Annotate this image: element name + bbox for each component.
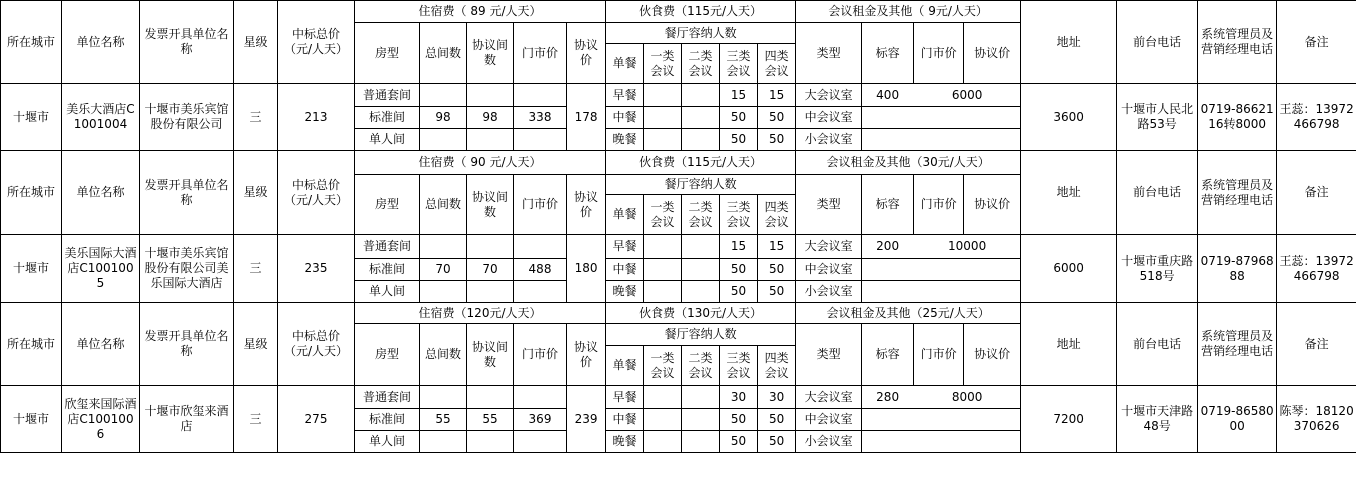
class3-capacity-cell: 50	[720, 281, 758, 303]
room-type-cell: 单人间	[355, 431, 420, 453]
class4-capacity-cell: 50	[758, 259, 796, 281]
class4-capacity-cell: 50	[758, 409, 796, 431]
class2-capacity-cell	[682, 107, 720, 129]
city-cell: 十堰市	[1, 235, 62, 303]
header-restaurant-capacity: 餐厅容纳人数	[606, 324, 796, 346]
total-rooms-cell	[420, 281, 467, 303]
class3-capacity-cell: 15	[720, 235, 758, 259]
header-remark: 备注	[1277, 303, 1356, 386]
star-cell: 三	[234, 84, 278, 151]
header-meeting-type: 类型	[796, 324, 862, 386]
total-rooms-cell: 98	[420, 107, 467, 129]
agreed-rooms-cell: 55	[467, 409, 514, 431]
front-phone-cell: 0719-8662116转8000	[1198, 84, 1277, 151]
header-restaurant-capacity: 餐厅容纳人数	[606, 23, 796, 44]
header-star: 星级	[234, 1, 278, 84]
agreed-rooms-cell	[467, 84, 514, 107]
agreed-rooms-cell	[467, 129, 514, 151]
header-bid-total: 中标总价（元/人天）	[278, 303, 355, 386]
meeting-type-cell: 小会议室	[796, 431, 862, 453]
class3-capacity-cell: 50	[720, 259, 758, 281]
class4-capacity-cell: 50	[758, 281, 796, 303]
header-unit-name: 单位名称	[62, 151, 140, 235]
agreed-rooms-cell: 98	[467, 107, 514, 129]
header-agreed-price: 协议价	[567, 175, 606, 235]
agreed-rooms-cell	[467, 431, 514, 453]
meal-name-cell: 早餐	[606, 386, 644, 409]
header-meeting-rack: 门市价	[914, 175, 964, 235]
header-room-type: 房型	[355, 23, 420, 84]
table-row	[1, 151, 1356, 175]
rack-price-cell: 369	[514, 409, 567, 431]
table-row	[1, 386, 1356, 409]
meeting-capacity-cell: 400	[862, 84, 914, 107]
bid-total-cell: 235	[278, 235, 355, 303]
header-star: 星级	[234, 303, 278, 386]
meeting-type-cell: 小会议室	[796, 129, 862, 151]
class3-capacity-cell: 50	[720, 107, 758, 129]
room-type-cell: 单人间	[355, 281, 420, 303]
room-type-cell: 标准间	[355, 107, 420, 129]
header-front-phone: 前台电话	[1117, 1, 1198, 84]
meeting-capacity-cell: 280	[862, 386, 914, 409]
total-rooms-cell	[420, 235, 467, 259]
header-capacity: 标容	[862, 324, 914, 386]
meal-name-cell: 中餐	[606, 259, 644, 281]
bid-total-cell: 213	[278, 84, 355, 151]
header-manager-phone: 系统管理员及营销经理电话	[1198, 1, 1277, 84]
room-agreed-price-cell: 239	[567, 386, 606, 453]
table-row	[1, 1, 1356, 23]
class2-capacity-cell	[682, 386, 720, 409]
class2-capacity-cell	[682, 235, 720, 259]
header-restaurant-capacity: 餐厅容纳人数	[606, 175, 796, 195]
class2-capacity-cell	[682, 84, 720, 107]
header-meeting-agreed: 协议价	[964, 324, 1021, 386]
header-unit-name: 单位名称	[62, 1, 140, 84]
total-rooms-cell: 70	[420, 259, 467, 281]
meeting-type-cell: 中会议室	[796, 409, 862, 431]
unit-name-cell: 欣玺来国际酒店C1001006	[62, 386, 140, 453]
total-rooms-cell	[420, 84, 467, 107]
meeting-type-cell: 大会议室	[796, 235, 862, 259]
room-type-cell: 标准间	[355, 259, 420, 281]
header-address: 地址	[1021, 151, 1117, 235]
rack-price-cell	[514, 431, 567, 453]
meeting-title: 会议租金及其他（30元/人天）	[796, 151, 1021, 175]
meeting-capacity-cell	[862, 409, 914, 431]
star-cell: 三	[234, 235, 278, 303]
meeting-agreed-price-cell: 3600	[1021, 84, 1117, 151]
header-class1: 一类会议	[644, 346, 682, 386]
meeting-rack-cell: 8000	[914, 386, 1021, 409]
class2-capacity-cell	[682, 409, 720, 431]
meeting-type-cell: 大会议室	[796, 386, 862, 409]
unit-name-cell: 美乐大酒店C1001004	[62, 84, 140, 151]
class3-capacity-cell: 30	[720, 386, 758, 409]
header-unit-name: 单位名称	[62, 303, 140, 386]
header-agreed-price: 协议价	[567, 324, 606, 386]
front-phone-cell: 0719-8658000	[1198, 386, 1277, 453]
class1-capacity-cell	[644, 129, 682, 151]
invoice-unit-cell: 十堰市欣玺来酒店	[140, 386, 234, 453]
class1-capacity-cell	[644, 107, 682, 129]
header-agreed-rooms: 协议间数	[467, 23, 514, 84]
header-city: 所在城市	[1, 303, 62, 386]
agreed-rooms-cell	[467, 281, 514, 303]
city-cell: 十堰市	[1, 84, 62, 151]
lodging-title: 住宿费（ 90 元/人天）	[355, 151, 606, 175]
total-rooms-cell	[420, 129, 467, 151]
meeting-type-cell: 中会议室	[796, 259, 862, 281]
header-front-phone: 前台电话	[1117, 151, 1198, 235]
class2-capacity-cell	[682, 281, 720, 303]
meal-name-cell: 早餐	[606, 84, 644, 107]
header-manager-phone: 系统管理员及营销经理电话	[1198, 151, 1277, 235]
rack-price-cell: 488	[514, 259, 567, 281]
invoice-unit-cell: 十堰市美乐宾馆股份有限公司	[140, 84, 234, 151]
manager-phone-cell: 王蕊：13972466798	[1277, 235, 1356, 303]
header-capacity: 标容	[862, 23, 914, 84]
invoice-unit-cell: 十堰市美乐宾馆股份有限公司美乐国际大酒店	[140, 235, 234, 303]
table-row	[1, 235, 1356, 259]
header-meeting-rack: 门市价	[914, 23, 964, 84]
meeting-capacity-cell	[862, 431, 914, 453]
meal-name-cell: 晚餐	[606, 431, 644, 453]
room-type-cell: 普通套间	[355, 235, 420, 259]
header-class4: 四类会议	[758, 44, 796, 84]
header-single-meal: 单餐	[606, 195, 644, 235]
meeting-capacity-cell	[862, 259, 914, 281]
header-single-meal: 单餐	[606, 44, 644, 84]
meeting-title: 会议租金及其他（ 9元/人天）	[796, 1, 1021, 23]
room-type-cell: 标准间	[355, 409, 420, 431]
table-row	[1, 84, 1356, 107]
class3-capacity-cell: 15	[720, 84, 758, 107]
agreed-rooms-cell	[467, 235, 514, 259]
header-city: 所在城市	[1, 151, 62, 235]
total-rooms-cell	[420, 386, 467, 409]
meeting-type-cell: 大会议室	[796, 84, 862, 107]
header-meeting-agreed: 协议价	[964, 175, 1021, 235]
star-cell: 三	[234, 386, 278, 453]
header-front-phone: 前台电话	[1117, 303, 1198, 386]
class1-capacity-cell	[644, 281, 682, 303]
header-meeting-agreed: 协议价	[964, 23, 1021, 84]
agreed-rooms-cell	[467, 386, 514, 409]
class4-capacity-cell: 50	[758, 431, 796, 453]
header-bid-total: 中标总价（元/人天）	[278, 1, 355, 84]
class3-capacity-cell: 50	[720, 129, 758, 151]
rack-price-cell	[514, 129, 567, 151]
meeting-agreed-price-cell: 6000	[1021, 235, 1117, 303]
room-type-cell: 普通套间	[355, 84, 420, 107]
meeting-title: 会议租金及其他（25元/人天）	[796, 303, 1021, 324]
bid-total-cell: 275	[278, 386, 355, 453]
meeting-rack-cell	[914, 259, 1021, 281]
header-class3: 三类会议	[720, 44, 758, 84]
meal-name-cell: 早餐	[606, 235, 644, 259]
food-title: 伙食费（115元/人天）	[606, 151, 796, 175]
header-remark: 备注	[1277, 1, 1356, 84]
header-total-rooms: 总间数	[420, 324, 467, 386]
room-agreed-price-cell: 180	[567, 235, 606, 303]
header-room-type: 房型	[355, 324, 420, 386]
header-agreed-rooms: 协议间数	[467, 175, 514, 235]
meeting-rack-cell	[914, 107, 1021, 129]
class3-capacity-cell: 50	[720, 409, 758, 431]
meeting-capacity-cell	[862, 281, 914, 303]
header-invoice-unit: 发票开具单位名称	[140, 151, 234, 235]
header-total-rooms: 总间数	[420, 175, 467, 235]
header-class4: 四类会议	[758, 346, 796, 386]
meal-name-cell: 晚餐	[606, 129, 644, 151]
table-row	[1, 303, 1356, 324]
manager-phone-cell: 陈琴：18120370626	[1277, 386, 1356, 453]
meeting-type-cell: 小会议室	[796, 281, 862, 303]
class4-capacity-cell: 15	[758, 235, 796, 259]
class1-capacity-cell	[644, 259, 682, 281]
meal-name-cell: 中餐	[606, 409, 644, 431]
class1-capacity-cell	[644, 235, 682, 259]
header-invoice-unit: 发票开具单位名称	[140, 1, 234, 84]
manager-phone-cell: 王蕊：13972466798	[1277, 84, 1356, 151]
header-meeting-rack: 门市价	[914, 324, 964, 386]
address-cell: 十堰市重庆路518号	[1117, 235, 1198, 303]
header-address: 地址	[1021, 303, 1117, 386]
class4-capacity-cell: 15	[758, 84, 796, 107]
header-class2: 二类会议	[682, 195, 720, 235]
lodging-title: 住宿费（ 89 元/人天）	[355, 1, 606, 23]
header-meeting-type: 类型	[796, 23, 862, 84]
room-type-cell: 普通套间	[355, 386, 420, 409]
room-type-cell: 单人间	[355, 129, 420, 151]
meal-name-cell: 晚餐	[606, 281, 644, 303]
address-cell: 十堰市天津路48号	[1117, 386, 1198, 453]
meeting-type-cell: 中会议室	[796, 107, 862, 129]
header-single-meal: 单餐	[606, 346, 644, 386]
header-address: 地址	[1021, 1, 1117, 84]
meeting-rack-cell: 10000	[914, 235, 1021, 259]
header-total-rooms: 总间数	[420, 23, 467, 84]
header-class2: 二类会议	[682, 346, 720, 386]
rack-price-cell	[514, 84, 567, 107]
class4-capacity-cell: 50	[758, 107, 796, 129]
class4-capacity-cell: 30	[758, 386, 796, 409]
header-class4: 四类会议	[758, 195, 796, 235]
header-star: 星级	[234, 151, 278, 235]
header-city: 所在城市	[1, 1, 62, 84]
header-rack-price: 门市价	[514, 324, 567, 386]
food-title: 伙食费（130元/人天）	[606, 303, 796, 324]
header-bid-total: 中标总价（元/人天）	[278, 151, 355, 235]
agreed-rooms-cell: 70	[467, 259, 514, 281]
food-title: 伙食费（115元/人天）	[606, 1, 796, 23]
header-room-type: 房型	[355, 175, 420, 235]
header-class1: 一类会议	[644, 195, 682, 235]
unit-name-cell: 美乐国际大酒店C1001005	[62, 235, 140, 303]
rack-price-cell: 338	[514, 107, 567, 129]
total-rooms-cell	[420, 431, 467, 453]
room-agreed-price-cell: 178	[567, 84, 606, 151]
meeting-capacity-cell	[862, 129, 914, 151]
rack-price-cell	[514, 235, 567, 259]
class2-capacity-cell	[682, 259, 720, 281]
rack-price-cell	[514, 281, 567, 303]
meeting-rack-cell	[914, 281, 1021, 303]
header-manager-phone: 系统管理员及营销经理电话	[1198, 303, 1277, 386]
lodging-title: 住宿费（120元/人天）	[355, 303, 606, 324]
total-rooms-cell: 55	[420, 409, 467, 431]
meeting-capacity-cell	[862, 107, 914, 129]
class2-capacity-cell	[682, 129, 720, 151]
header-invoice-unit: 发票开具单位名称	[140, 303, 234, 386]
header-class1: 一类会议	[644, 44, 682, 84]
front-phone-cell: 0719-8796888	[1198, 235, 1277, 303]
city-cell: 十堰市	[1, 386, 62, 453]
meeting-rack-cell	[914, 129, 1021, 151]
header-class2: 二类会议	[682, 44, 720, 84]
meeting-rack-cell: 6000	[914, 84, 1021, 107]
header-capacity: 标容	[862, 175, 914, 235]
header-remark: 备注	[1277, 151, 1356, 235]
meal-name-cell: 中餐	[606, 107, 644, 129]
header-rack-price: 门市价	[514, 23, 567, 84]
header-class3: 三类会议	[720, 346, 758, 386]
meeting-agreed-price-cell: 7200	[1021, 386, 1117, 453]
meeting-rack-cell	[914, 431, 1021, 453]
meeting-capacity-cell: 200	[862, 235, 914, 259]
rack-price-cell	[514, 386, 567, 409]
class1-capacity-cell	[644, 386, 682, 409]
class3-capacity-cell: 50	[720, 431, 758, 453]
class4-capacity-cell: 50	[758, 129, 796, 151]
class1-capacity-cell	[644, 84, 682, 107]
header-meeting-type: 类型	[796, 175, 862, 235]
class2-capacity-cell	[682, 431, 720, 453]
header-agreed-rooms: 协议间数	[467, 324, 514, 386]
address-cell: 十堰市人民北路53号	[1117, 84, 1198, 151]
class1-capacity-cell	[644, 409, 682, 431]
meeting-rack-cell	[914, 409, 1021, 431]
header-rack-price: 门市价	[514, 175, 567, 235]
class1-capacity-cell	[644, 431, 682, 453]
header-class3: 三类会议	[720, 195, 758, 235]
header-agreed-price: 协议价	[567, 23, 606, 84]
